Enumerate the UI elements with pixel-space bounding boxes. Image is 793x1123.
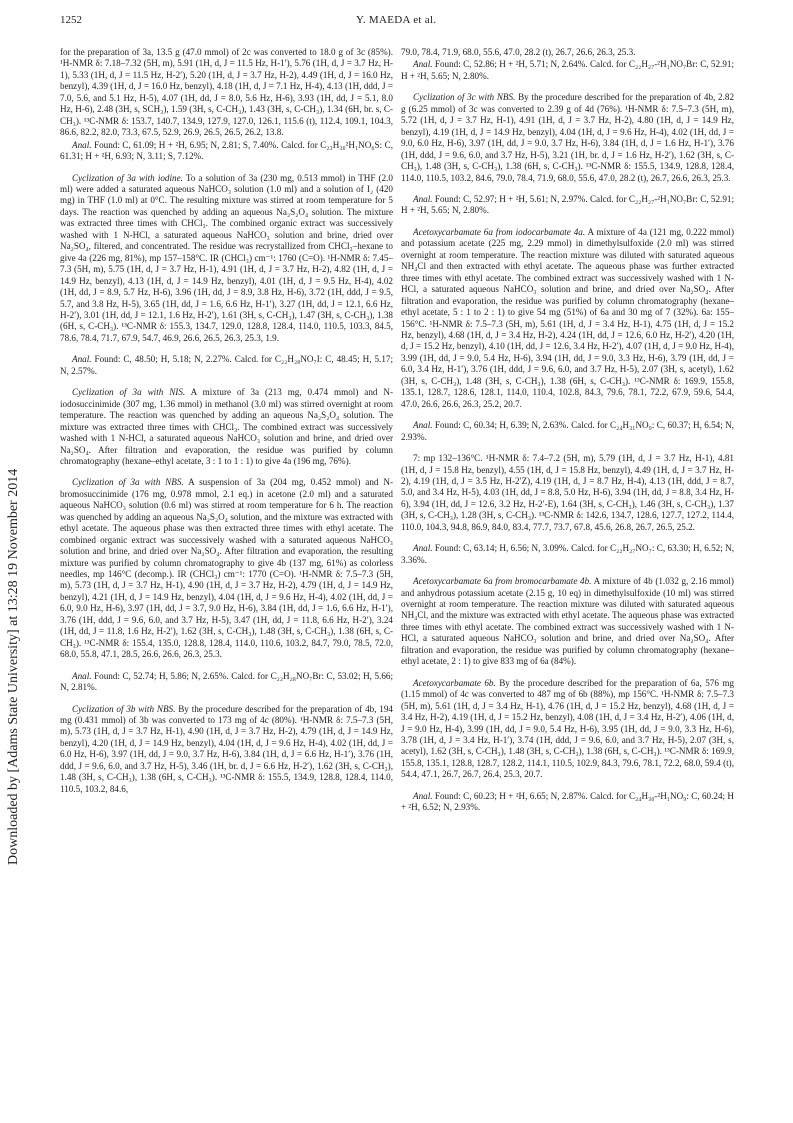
page-number: 1252 (60, 14, 82, 26)
paragraph-text: A mixture of 4a (121 mg, 0.222 mmol) and potassium acetate (225 mg, 2.29 mmol) in dimethylsulfoxide (2.0 ml) was stirred overnight at room temperature. The reaction mixture was diluted with saturated aqueous NH₄Cl and then extracted with ethyl acetate. The aqueous phase was further extracted three times with ethyl acetate. The combined extract was successively washed with 1 N-HCl, a saturated aqueous NaHCO₃ solution and brine, and dried over Na₂SO₄. After filtration and evaporation, the residue was purified by column chromatography (hexane–ethyl acetate, 5 : 1 to 2 : 1) to give 54 mg (51%) of 6a and 30 mg of 7 (32%). 6a: 155–156°C. ¹H-NMR δ: 7.5–7.3 (5H, m), 5.61 (1H, d, J = 3.4 Hz, H-1), 4.75 (1H, d, J = 15.2 Hz, benzyl), 4.68 (1H, d, J = 3.4 Hz, H-2), 4.24 (1H, dd, J = 12.6, 6.0 Hz, H-2′), 4.20 (1H, d, J = 15.2 Hz, benzyl), 4.10 (1H, dd, J = 12.6, 3.4 Hz, H-2′), 4.07 (1H, d, J = 9.0 Hz, H-4), 3.99 (1H, dd, J = 9.0, 5.4 Hz, H-6), 3.94 (1H, dd, J = 9.0, 3.3 Hz, H-6), 3.79 (1H, dd, J = 6.0, 3.4 Hz, H-1′), 3.76 (1H, ddd, J = 9.6, 6.0, and 3.7 Hz, H-5), 2.07 (3H, s, acetyl), 1.62 (3H, s, C-CH₃), 1.48 (3H, s, C-CH₃), 1.38 (6H, s, C-CH₃). ¹³C-NMR δ: 169.9, 155.8, 135.1, 128.7, 128.6, 128.1, 114.0, 110.4, 102.8, 84.3, 79.6, 78.1, 72.2, 67.9, 59.6, 54.4, 47.0, 26.6, 26.6, 26.3, 25.2, 20.7. (401, 226, 735, 409)
paragraph-text: By the procedure described for the preparation of 6a, 576 mg (1.15 mmol) of 4c was converted to 487 mg of 6b (88%), mp 156°C. ¹H-NMR δ: 7.5–7.3 (5H, m), 5.61 (1H, d, J = 3.4 Hz, H-1), 4.76 (1H, d, J = 15.2 Hz, benzyl), 4.68 (1H, d, J = 3.4 Hz, H-2), 4.19 (1H, d, J = 15.2 Hz, benzyl), 4.08 (1H, d, J = 3.4 Hz, H-2′), 4.06 (1H, d, J = 9.0 Hz, H-4), 3.99 (1H, dd, J = 9.0, 5.4 Hz, H-6), 3.95 (1H, dd, J = 9.0, 3.3 Hz, H-6), 3.78 (1H, d, J = 3.4 Hz, H-1′), 3.74 (1H, ddd, J = 9.6, 6.0, and 3.7 Hz, H-5), 2.07 (3H, s, acetyl), 1.62 (3H, s, C-CH₃), 1.48 (3H, s, C-CH₃), 1.38 (6H, s, C-CH₃). ¹³C-NMR δ: 169.9, 155.8, 135.1, 128.8, 128.7, 128.2, 114.1, 110.5, 102.9, 84.3, 79.6, 78.1, 72.2, 68.0, 59.4 (t), 54.4, 47.1, 26.7, 26.7, 26.4, 25.3, 20.7. (401, 677, 735, 780)
paragraph-text: A mixture of 3a (213 mg, 0.474 mmol) and N-iodosuccinimide (307 mg, 1.36 mmol) in methanol (3.0 ml) was stirred overnight at room temperature. The reaction was quenched by adding an aqueous Na₂S₂O₄ solution. The mixture was extracted three times with CHCl₃. The combined extract was successively washed with 1 N-HCl, a saturated aqueous NaHCO₃ solution and brine, and dried over Na₂SO₄. After filtration and evaporation, the residue was purified by column chromatography (hexane–ethyl acetate, 3 : 1 to 1 : 1) to give 4a (196 mg, 76%). (60, 387, 394, 466)
paragraph-text: By the procedure described for the preparation of 4b, 2.82 g (6.25 mmol) of 3c was converted to 2.39 g of 4d (76%). ¹H-NMR δ: 7.5–7.3 (5H, m), 5.72 (1H, d, J = 3.7 Hz, H-1), 4.91 (1H, d, J = 3.7 Hz, H-2), 4.80 (1H, d, J = 14.9 Hz, benzyl), 4.19 (1H, d, J = 14.9 Hz, benzyl), 4.04 (1H, d, J = 9.6 Hz, H-4), 4.02 (1H, dd, J = 9.0, 6.0 Hz, H-6), 3.97 (1H, dd, J = 9.0, 3.7 Hz, H-6), 3.84 (1H, d, J = 1.6 Hz, H-1′), 3.76 (1H, ddd, J = 9.6, 6.0, and 3.7 Hz, H-5), 3.21 (1H, br. d, J = 1.6 Hz, H-2′), 1.62 (3H, s, C-CH₃), 1.48 (3H, s, C-CH₃), 1.38 (6H, s, C-CH₃). ¹³C-NMR δ: 155.5, 134.9, 128.8, 128.4, 114.0, 110.5, 103.2, 84.6, 79.0, 78.4, 71.9, 68.0, 55.6, 47.0, 28.2 (t), 26.7, 26.6, 26.3, 25.3. (401, 92, 735, 183)
paragraph (60, 704, 393, 796)
right-column (401, 47, 734, 824)
paragraph-text: Found: C, 60.23; H + ²H, 6.65; N, 2.87%. Calcd. for C₂₄H₃₀-²H₁NO₉: C, 60.24; H + ²H, 6.52; N, 2.93%. (401, 790, 735, 813)
paragraph-text: Found: C, 60.34; H, 6.39; N, 2.63%. Calcd. for C₂₄H₃₁NO₉: C, 60.37; H, 6.54; N, 2.93%. (401, 420, 735, 442)
paragraph (60, 354, 393, 377)
paragraph (60, 173, 393, 345)
paragraph-lead: Anal. (72, 354, 92, 365)
left-column (60, 47, 393, 805)
paragraph-text: A mixture of 4b (1.032 g, 2.16 mmol) and anhydrous potassium acetate (2.15 g, 10 eq) in dimethylsulfoxide (10 ml) was stirred overnight at room temperature. The reaction mixture was diluted with saturated aqueous NH₄Cl, and the mixture was extracted with ethyl acetate. The aqueous phase was extracted three times with ethyl acetate. The combined extract was successively washed with 1 N-HCl, a saturated aqueous NaHCO₃ solution and brine, and dried over Na₂SO₄. After filtration and evaporation, the residue was purified by column chromatography (hexane–ethyl acetate, 2 : 1) to give 833 mg of 6a (84%). (401, 576, 734, 667)
paragraph (401, 420, 734, 443)
paragraph (60, 477, 393, 660)
paragraph-lead: Cyclization of 3c with NBS. (413, 92, 516, 103)
paragraph-lead: Cyclization of 3b with NBS. (72, 703, 176, 714)
paragraph (401, 543, 734, 566)
paragraph-text: Found: C, 48.50; H, 5.18; N, 2.27%. Calcd. for C₂₂H₂₈NO₇I: C, 48.45; H, 5.17; N, 2.57%. (60, 354, 393, 376)
paragraph-lead: Acetoxycarbamate 6b. (413, 677, 496, 688)
paragraph (60, 47, 393, 139)
paragraph-text: 7: mp 132–136°C. ¹H-NMR δ: 7.4–7.2 (5H, m), 5.79 (1H, d, J = 3.7 Hz, H-1), 4.81 (1H, d, J = 15.8 Hz, benzyl), 4.55 (1H, d, J = 15.8 Hz, benzyl), 4.49 (1H, d, J = 3.7 Hz, H-2), 4.19 (1H, d, J = 3.5 Hz, H-2′Z), 4.19 (1H, d, J = 8.7 Hz, H-4), 4.13 (1H, ddd, J = 8.7, 5.0, and 3.4 Hz, H-5), 4.03 (1H, dd, J = 8.8, 5.0 Hz, H-6), 3.94 (1H, dd, J = 8.8, 3.4 Hz, H-6), 3.94 (1H, dd, J = 12.6, 3.2 Hz, H-2′-E), 1.64 (3H, s, C-CH₃), 1.46 (3H, s, C-CH₃), 1.37 (3H, s, C-CH₃), 1.28 (3H, s, C-CH₃). ¹³C-NMR δ: 142.6, 134.7, 128.6, 127.7, 127.2, 114.4, 110.0, 104.3, 94.8, 86.9, 84.0, 83.4, 77.7, 73.7, 67.8, 45.6, 26.8, 26.7, 26.5, 25.2. (401, 453, 734, 532)
paragraph-text: Found: C, 61.09; H + ²H, 6.95; N, 2.81; S, 7.40%. Calcd. for C₂₃H₃₀²H₁NO₆S: C, 61.31; H + ²H, 6.93; N, 3.11; S, 7.12%. (60, 139, 394, 162)
paragraph-lead: Anal. (72, 670, 92, 681)
paragraph-text: To a solution of 3a (230 mg, 0.513 mmol) in THF (2.0 ml) were added a saturated aqueous NaHCO₃ solution (1.0 ml) and a solution of I₂ (420 mg) in THF (1.0 ml) at 0°C. The resulting mixture was stirred at room temperature for 5 days. The reaction was quenched by adding an aqueous Na₂S₂O₄ solution. The mixture was extracted three times with CHCl₃. The combined organic extract was successively washed with 1 N-HCl, a saturated aqueous NaHCO₃ solution and brine, dried over Na₂SO₄, filtered, and concentrated. The residue was recrystallized from CHCl₃–hexane to give 4a (226 mg, 81%), mp 157–158°C. IR (CHCl₃) cm⁻¹: 1760 (C=O). ¹H-NMR δ: 7.45–7.3 (5H, m), 5.75 (1H, d, J = 3.7 Hz, H-1), 4.91 (1H, d, J = 3.7 Hz, H-2), 4.82 (1H, d, J = 14.9 Hz, benzyl), 4.13 (1H, d, J = 14.9 Hz, benzyl), 4.01 (1H, d, J = 9.5 Hz, H-4), 4.02 (1H, dd, J = 8.9, 5.7 Hz, H-6), 3.96 (1H, dd, J = 8.9, 3.8 Hz, H-6), 3.72 (1H, ddd, J = 9.5, 5.7, and 3.8 Hz, H-5), 3.65 (1H, dd, J = 1.6, 6.6 Hz, H-1′), 3.27 (1H, dd, J = 12.1, 6.6 Hz, H-2′), 3.01 (1H, dd, J = 12.1, 1.6 Hz, H-2′), 1.61 (3H, s, C-CH₃), 1.47 (3H, s, C-CH₃), 1.38 (6H, s, C-CH₃). ¹³C-NMR δ: 155.3, 134.7, 129.0, 128.8, 128.4, 114.0, 110.5, 103.3, 84.5, 78.6, 78.4, 71.7, 67.9, 54.7, 46.9, 26.6, 26.5, 26.3, 25.3, 1.9. (60, 172, 393, 343)
running-head: Y. MAEDA et al. (356, 14, 437, 26)
paragraph-text: for the preparation of 3a, 13.5 g (47.0 mmol) of 2c was converted to 18.0 g of 3c (85%). ¹H-NMR δ: 7.18–7.32 (5H, m), 5.91 (1H, d, J = 11.5 Hz, H-1′), 5.76 (1H, d, J = 3.7 Hz, H-1), 5.33 (1H, d, J = 11.5 Hz, H-2′), 5.20 (1H, d, J = 3.7 Hz, H-2), 4.49 (1H, d, J = 16.0 Hz, benzyl), 4.39 (1H, d, J = 16.0 Hz, benzyl), 4.18 (1H, d, J = 7.1 Hz, H-4), 4.13 (1H, ddd, J = 7.0, 5.6, and 5.1 Hz, H-5), 4.07 (1H, dd, J = 8.0, 5.6 Hz, H-6), 3.93 (1H, dd, J = 5.1, 8.0 Hz, H-6), 2.48 (3H, s, SCH₃), 1.59 (3H, s, C-CH₃), 1.43 (3H, s, C-CH₃), 1.34 (6H, br. s, C-CH₃). ¹³C-NMR δ: 153.7, 140.7, 134.9, 127.9, 127.0, 126.1, 115.6 (t), 112.4, 109.1, 104.3, 86.6, 82.2, 82.0, 73.3, 67.5, 52.9, 26.9, 26.5, 26.5, 26.2, 13.8. (60, 47, 393, 138)
paragraph-lead: Cyclization of 3a with iodine. (72, 172, 183, 183)
paragraph (401, 453, 734, 533)
paragraph (60, 671, 393, 694)
paragraph-text: 79.0, 78.4, 71.9, 68.0, 55.6, 47.0, 28.2 (t), 26.7, 26.6, 26.3, 25.3. (401, 47, 636, 57)
paragraph-text: Found: C, 52.74; H, 5.86; N, 2.65%. Calcd. for C₂₂H₂₈NO₇Br: C, 53.02; H, 5.66; N, 2.81%. (60, 670, 393, 693)
paragraph-lead: Cyclization of 3a with NBS. (72, 477, 184, 488)
paragraph-text: Found: C, 52.86; H + ²H, 5.71; N, 2.64%. Calcd. for C₂₂H₂₇-²H₁NO₇Br: C, 52.91; H + ²H, 5.65; N, 2.80%. (401, 59, 734, 81)
watermark-text: Downloaded by [Adams State University] at 13:28 19 November 2014 (6, 468, 21, 865)
paragraph (401, 576, 734, 668)
paragraph-text: Found: C, 63.14; H, 6.56; N, 3.09%. Calcd. for C₂₂H₂₇NO₇: C, 63.30; H, 6.52; N, 3.36%. (401, 543, 735, 565)
paragraph-lead: Anal. (413, 59, 433, 70)
paragraph-lead: Cyclization of 3a with NIS. (72, 387, 186, 398)
paragraph (401, 678, 734, 781)
paragraph-lead: Anal. (413, 420, 433, 431)
paragraph (60, 140, 393, 163)
paragraph (401, 59, 734, 82)
paragraph-text: A suspension of 3a (204 mg, 0.452 mmol) and N-bromosuccinimide (176 mg, 0.978 mmol, 2.1 eq.) in acetone (2.0 ml) and a saturated aqueous NaHCO₃ solution (0.6 ml) was stirred at room temperature for 6 h. The reaction was quenched by adding an aqueous Na₂S₂O₄ solution, and the mixture was extracted with ethyl acetate. The aqueous phase was then extracted three times with ethyl acetate. The combined organic extract was successively washed with a saturated aqueous NaHCO₃ solution and brine, and dried over Na₂SO₄. After filtration and evaporation, the resulting mixture was purified by column chromatography to give 4b (137 mg, 61%) as colorless needles, mp 146°C (decomp.). IR (CHCl₃) cm⁻¹: 1770 (C=O). ¹H-NMR δ: 7.5–7.3 (5H, m), 5.73 (1H, d, J = 3.7 Hz, H-1), 4.90 (1H, d, J = 3.7 Hz, H-2), 4.79 (1H, d, J = 14.9 Hz, benzyl), 4.21 (1H, d, J = 14.9 Hz, benzyl), 4.04 (1H, d, J = 9.6 Hz, H-4), 4.02 (1H, dd, J = 6.0, 9.0 Hz, H-6), 3.97 (1H, dd, J = 3.7, 9.0 Hz, H-6), 3.84 (1H, dd, J = 1.6, 6.6 Hz, H-1′), 3.76 (1H, ddd, J = 9.6, 6.0, and 3.7 Hz, H-5), 3.47 (1H, dd, J = 11.8, 6.6 Hz, H-2′), 3.24 (1H, dd, J = 11.8, 1.6 Hz, H-2′), 1.62 (3H, s, C-CH₃), 1.48 (3H, s, C-CH₃), 1.38 (6H, s, C-CH₃). ¹³C-NMR δ: 155.4, 135.0, 128.8, 128.4, 114.0, 110.6, 103.2, 84.7, 79.0, 78.5, 72.0, 68.0, 55.8, 47.1, 28.5, 26.6, 26.6, 26.3, 25.3. (60, 477, 394, 660)
download-watermark (0, 0, 21, 865)
paragraph-text: Found: C, 52.97; H + ²H, 5.61; N, 2.97%. Calcd. for C₂₂H₂₇-²H₁NO₇Br: C, 52.91; H + ²H, 5.65; N, 2.80%. (401, 193, 734, 216)
paragraph-lead: Anal. (413, 790, 433, 801)
paragraph-text: By the procedure described for the preparation of 4b, 194 mg (0.431 mmol) of 3b was converted to 173 mg of 4c (80%). ¹H-NMR δ: 7.5–7.3 (5H, m), 5.73 (1H, d, J = 3.7 Hz, H-1), 4.90 (1H, d, J = 3.7 Hz, H-2), 4.79 (1H, d, J = 14.9 Hz, benzyl), 4.20 (1H, d, J = 14.9 Hz, benzyl), 4.04 (1H, d, J = 9.6 Hz, H-4), 4.02 (1H, dd, J = 6.0 Hz, H-6), 3.97 (1H, dd, J = 9.0, 3.7 Hz, H-6), 3.84 (1H, d, J = 6.6 Hz, H-1′), 3.76 (1H, ddd, J = 9.6, 6.0, and 3.7 Hz, H-5), 3.46 (1H, br. d, J = 6.6 Hz, H-2′), 1.62 (3H, s, C-CH₃), 1.48 (3H, s, C-CH₃), 1.38 (6H, s, C-CH₃). ¹³C-NMR δ: 155.5, 134.9, 128.8, 128.4, 114.0, 110.5, 103.2, 84.6, (60, 703, 393, 794)
paragraph-lead: Acetoxycarbamate 6a from bromocarbamate 4b. (413, 576, 592, 587)
paragraph (401, 194, 734, 217)
paragraph (401, 92, 734, 184)
paragraph (401, 47, 734, 58)
paragraph-lead: Anal. (72, 139, 92, 150)
paragraph-lead: Anal. (413, 193, 433, 204)
paragraph-lead: Anal. (413, 543, 433, 554)
paragraph (401, 227, 734, 410)
paragraph (401, 791, 734, 814)
paragraph (60, 387, 393, 467)
paragraph-lead: Acetoxycarbamate 6a from iodocarbamate 4a. (413, 226, 586, 237)
